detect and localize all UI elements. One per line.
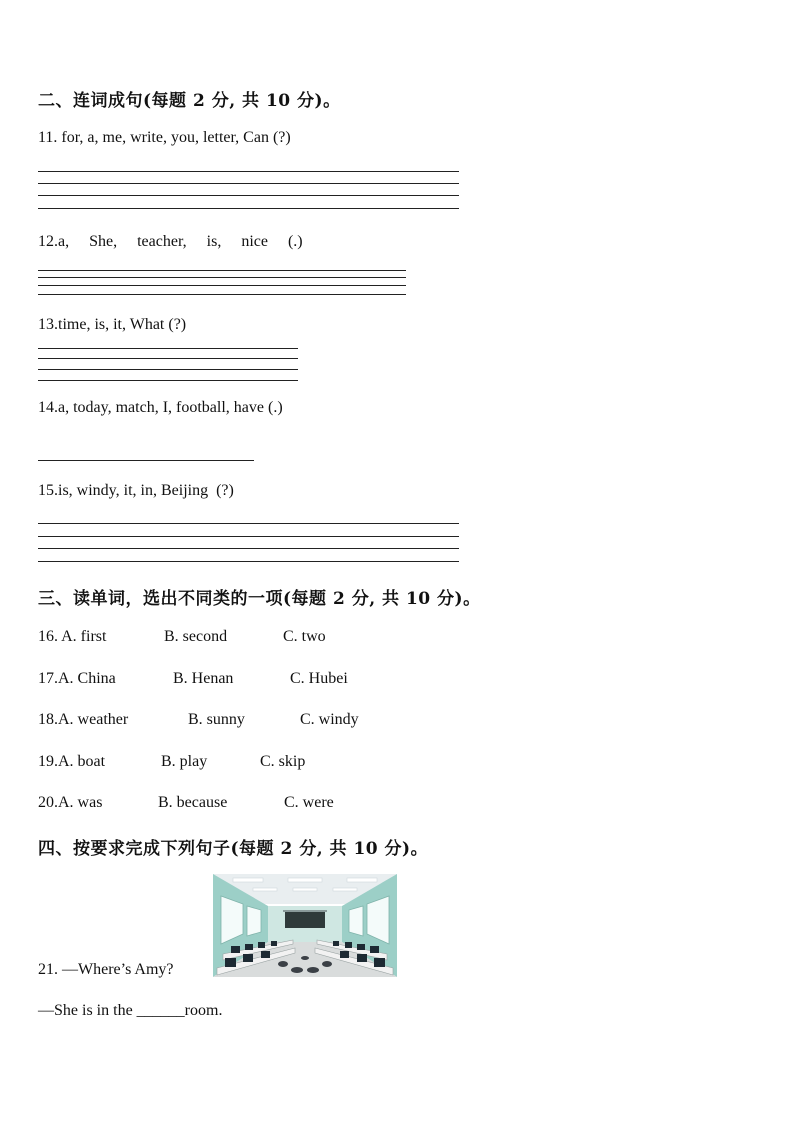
question-20-option-c: C. were	[284, 794, 334, 811]
answer-line[interactable]	[38, 183, 459, 184]
answer-line[interactable]	[38, 536, 459, 537]
answer-line[interactable]	[38, 208, 459, 209]
answer-line[interactable]	[38, 561, 459, 562]
question-11: 11. for, a, me, write, you, letter, Can (?)	[38, 129, 291, 146]
question-18-option-b: B. sunny	[188, 711, 245, 728]
question-14: 14.a, today, match, I, football, have (.)	[38, 399, 283, 416]
question-21: 21. —Where’s Amy?	[38, 961, 174, 978]
section-3-heading: 三、读单词，选出不同类的一项(每题 2 分, 共 10 分)。	[38, 589, 481, 609]
question-19-option-b: B. play	[161, 753, 208, 770]
question-19-option-c: C. skip	[260, 753, 306, 770]
question-17-option-a: 17.A. China	[38, 670, 116, 687]
answer-line[interactable]	[38, 285, 406, 286]
answer-line[interactable]	[38, 548, 459, 549]
answer-line[interactable]	[38, 171, 459, 172]
question-19-option-a: 19.A. boat	[38, 753, 106, 770]
answer-line[interactable]	[38, 460, 254, 461]
answer-line[interactable]	[38, 270, 406, 271]
answer-line[interactable]	[38, 523, 459, 524]
question-16-option-a: 16. A. first	[38, 628, 107, 645]
question-20-option-b: B. because	[158, 794, 228, 811]
question-18-option-c: C. windy	[300, 711, 359, 728]
question-16-option-c: C. two	[283, 628, 326, 645]
question-21-answer: —She is in the ______room.	[38, 1002, 223, 1019]
question-17-option-b: B. Henan	[173, 670, 234, 687]
question-16-option-b: B. second	[164, 628, 228, 645]
answer-line[interactable]	[38, 277, 406, 278]
computer-classroom-image	[213, 874, 397, 977]
answer-line[interactable]	[38, 294, 406, 295]
answer-line[interactable]	[38, 369, 298, 370]
answer-line[interactable]	[38, 348, 298, 349]
question-15: 15.is, windy, it, in, Beijing (?)	[38, 482, 234, 499]
question-17-option-c: C. Hubei	[290, 670, 348, 687]
section-4-heading: 四、按要求完成下列句子(每题 2 分, 共 10 分)。	[38, 839, 429, 859]
question-13: 13.time, is, it, What (?)	[38, 316, 187, 333]
answer-line[interactable]	[38, 195, 459, 196]
answer-line[interactable]	[38, 358, 298, 359]
answer-line[interactable]	[38, 380, 298, 381]
question-18-option-a: 18.A. weather	[38, 711, 129, 728]
question-20-option-a: 20.A. was	[38, 794, 103, 811]
question-12: 12.a, She, teacher, is, nice (.)	[38, 233, 303, 250]
section-2-heading: 二、连词成句(每题 2 分, 共 10 分)。	[38, 91, 341, 111]
